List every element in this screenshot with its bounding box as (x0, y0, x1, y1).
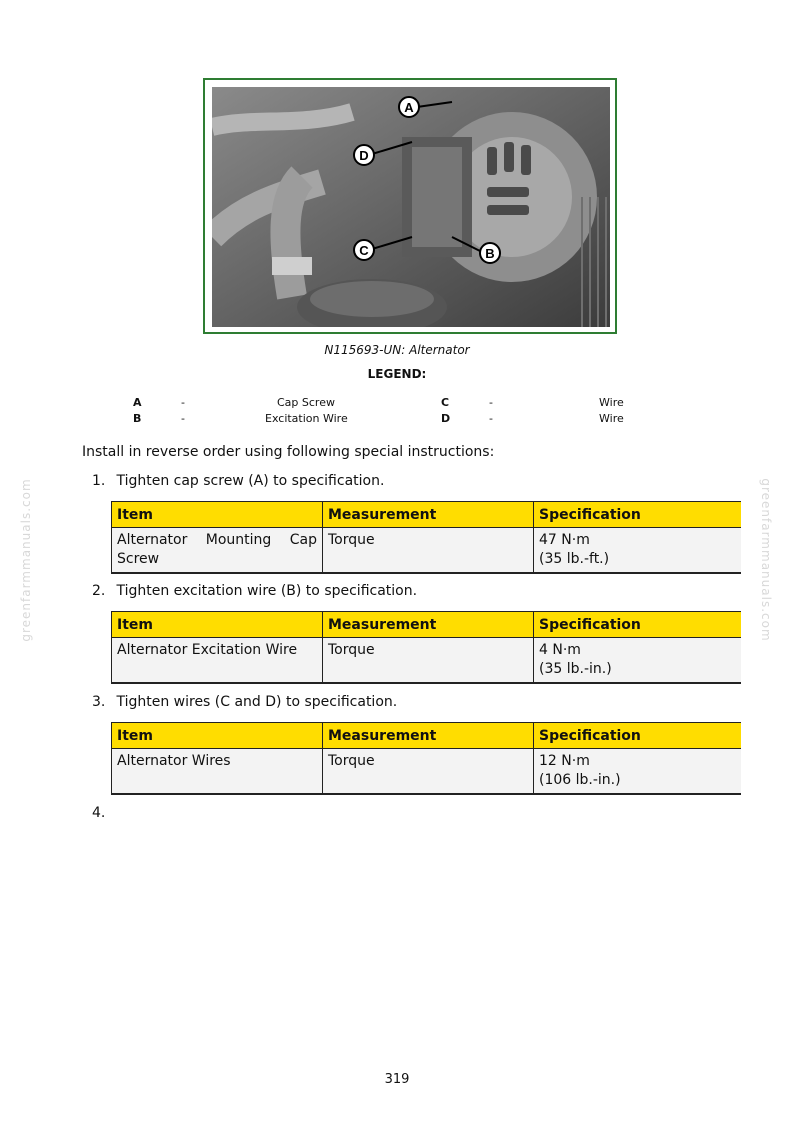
step-text: Tighten cap screw (A) to specification. (116, 473, 385, 489)
cell-measurement: Torque (323, 638, 534, 684)
table-row (112, 638, 742, 684)
svg-text:D: D (359, 148, 369, 163)
svg-text:C: C (359, 243, 369, 258)
header-measurement: Measurement (323, 612, 534, 638)
legend-dash: - (489, 412, 493, 425)
legend-dash: - (181, 412, 185, 425)
step-number: 2. (92, 583, 106, 599)
spec-imperial: (106 lb.-in.) (539, 772, 621, 788)
svg-text:B: B (485, 246, 495, 261)
cell-specification (534, 638, 742, 684)
header-specification: Specification (534, 723, 742, 749)
legend-dash: - (181, 396, 185, 409)
spec-imperial: (35 lb.-in.) (539, 661, 612, 677)
header-item: Item (112, 723, 323, 749)
spec-metric: 47 N·m (539, 532, 590, 548)
header-item: Item (112, 612, 323, 638)
step-2 (92, 583, 417, 599)
svg-text:A: A (404, 100, 414, 115)
header-specification: Specification (534, 612, 742, 638)
callout-d (354, 145, 374, 165)
cell-item: Alternator Excitation Wire (112, 638, 323, 684)
watermark-left: greenfarmmanuals.com (19, 478, 33, 642)
alternator-photo (212, 87, 610, 327)
page-number: 319 (384, 1072, 410, 1087)
legend-title: LEGEND: (367, 367, 427, 381)
spec-metric: 4 N·m (539, 642, 581, 658)
legend-letter: C (441, 396, 450, 409)
callout-b (480, 243, 500, 263)
header-item: Item (112, 502, 323, 528)
step-number: 3. (92, 694, 106, 710)
legend-text: Wire (599, 412, 624, 425)
legend-text: Cap Screw (277, 396, 335, 409)
header-specification: Specification (534, 502, 742, 528)
step-3 (92, 694, 397, 710)
legend-letter: B (133, 412, 142, 425)
legend-text: Excitation Wire (265, 412, 348, 425)
legend-row (0, 396, 794, 412)
figure-caption: N115693-UN: Alternator (324, 343, 470, 357)
table-row (112, 749, 742, 795)
header-measurement: Measurement (323, 502, 534, 528)
spec-imperial: (35 lb.-ft.) (539, 551, 610, 567)
cell-item: Alternator Wires (112, 749, 323, 795)
header-measurement: Measurement (323, 723, 534, 749)
intro-text: Install in reverse order using following special instructions: (82, 444, 495, 460)
step-4 (92, 805, 112, 821)
legend-letter: D (441, 412, 451, 425)
step-text: Tighten wires (C and D) to specification. (116, 694, 398, 710)
cell-specification (534, 749, 742, 795)
legend-dash: - (489, 396, 493, 409)
cell-specification (534, 528, 742, 574)
spec-table-3 (111, 722, 741, 795)
step-text: Tighten excitation wire (B) to specification. (116, 583, 418, 599)
step-number: 4. (92, 805, 106, 821)
callout-a (399, 97, 419, 117)
cell-item: Alternator Mounting Cap Screw (112, 528, 323, 574)
spec-table-1 (111, 501, 741, 574)
cell-measurement: Torque (323, 528, 534, 574)
legend-text: Wire (599, 396, 624, 409)
cell-measurement: Torque (323, 749, 534, 795)
watermark-right: greenfarmmanuals.com (759, 478, 773, 642)
step-number: 1. (92, 473, 106, 489)
step-1 (92, 473, 384, 489)
table-row (112, 528, 742, 574)
spec-table-2 (111, 611, 741, 684)
figure-frame (203, 78, 617, 334)
legend-row (0, 412, 794, 428)
legend-letter: A (133, 396, 142, 409)
spec-metric: 12 N·m (539, 753, 590, 769)
callout-c (354, 240, 374, 260)
